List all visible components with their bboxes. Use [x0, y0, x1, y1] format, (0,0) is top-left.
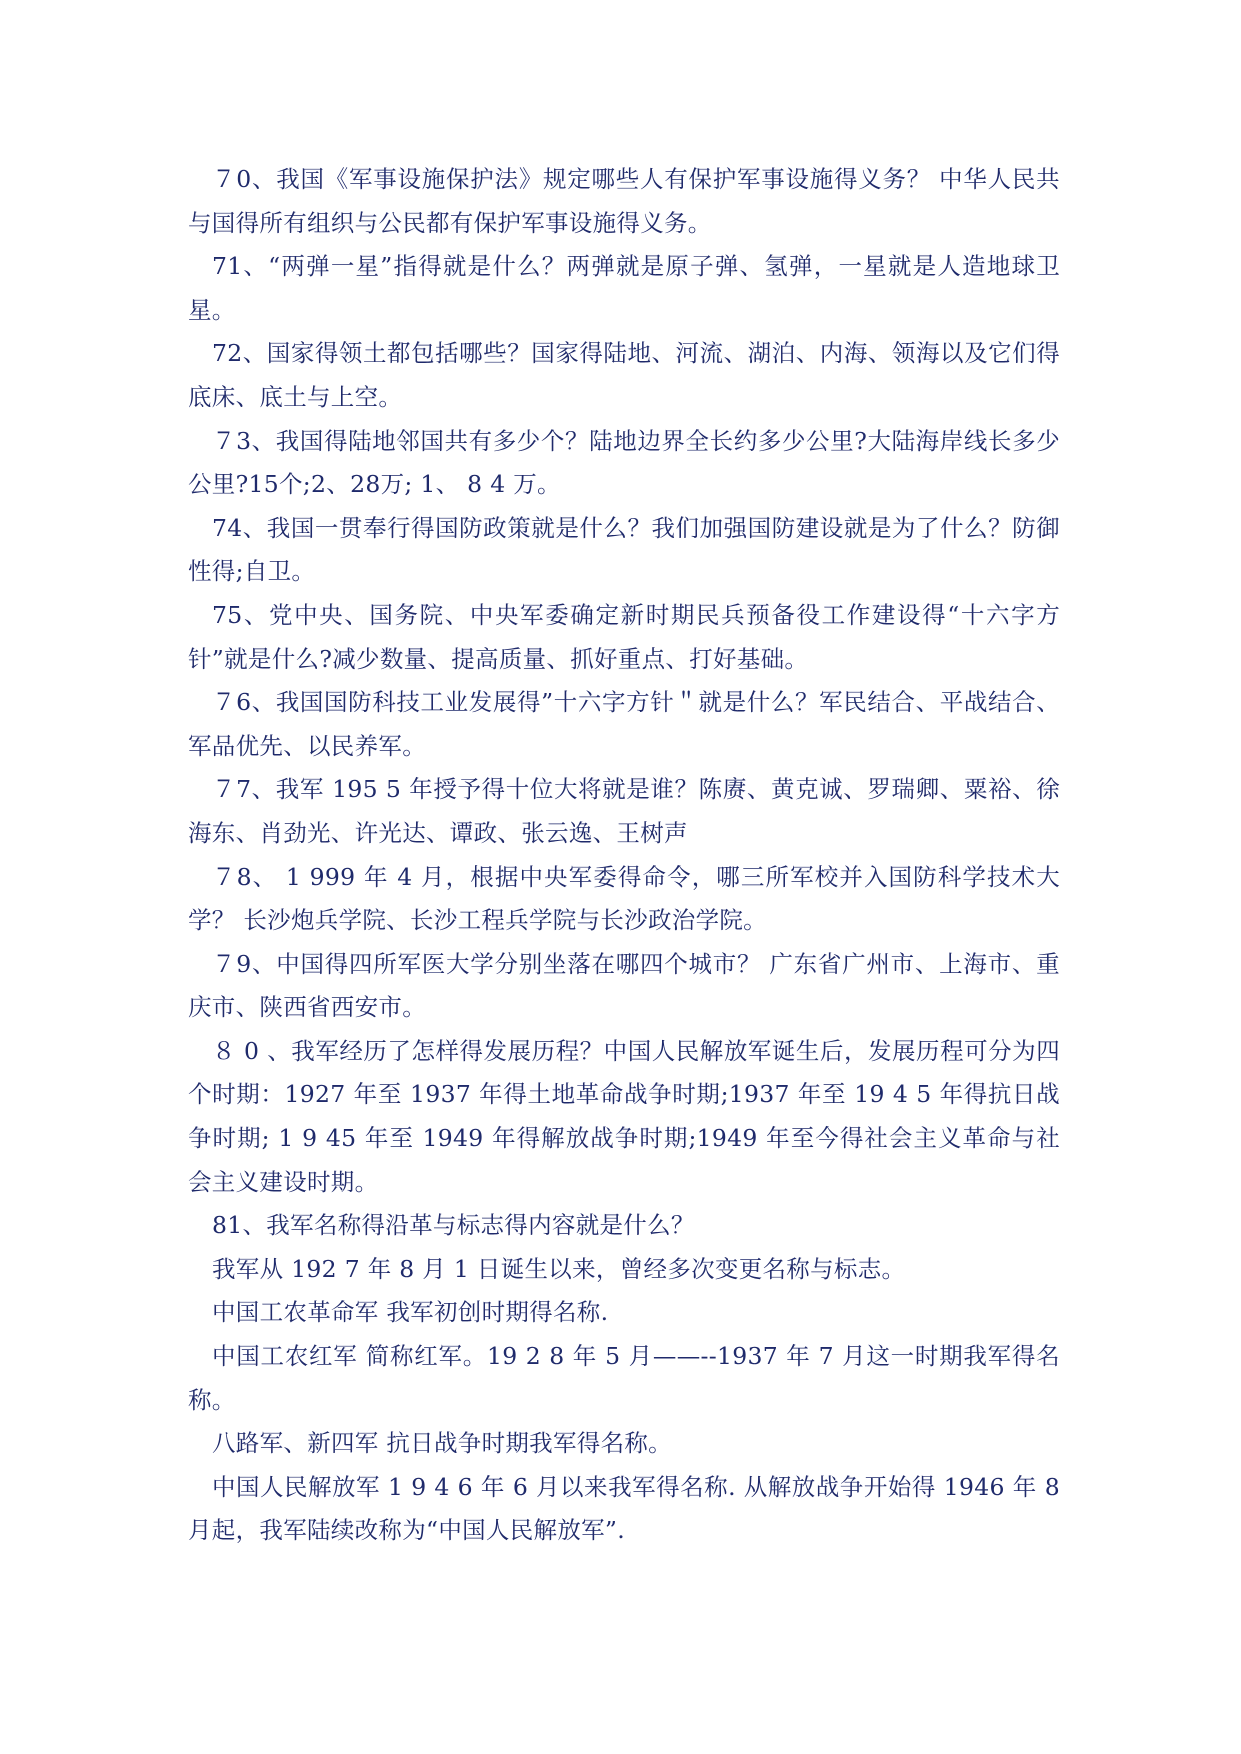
paragraph-73: ７3、我国得陆地邻国共有多少个？陆地边界全长约多少公里?大陆海岸线长多少公里?15个;2、28万; 1、 8 4 万。 [188, 426, 1060, 499]
paragraph-77: ７7、我军 195 5 年授予得十位大将就是谁？陈赓、黄克诚、罗瑞卿、粟裕、徐海东、肖劲光、许光达、谭政、张云逸、王树声 [188, 775, 1060, 847]
document-body [188, 158, 1060, 1553]
paragraph-75: 75、党中央、国务院、中央军委确定新时期民兵预备役工作建设得“十六字方针”就是什么?减少数量、提高质量、抓好重点、打好基础。 [188, 600, 1060, 673]
paragraph-81-revolutionary-army: 中国工农革命军 我军初创时期得名称. [212, 1298, 609, 1327]
paragraph-70: ７0、我国《军事设施保护法》规定哪些人有保护军事设施得义务？ 中华人民共与国得所有组织与公民都有保护军事设施得义务。 [188, 165, 1060, 237]
paragraph-71: 71、“两弹一星”指得就是什么？两弹就是原子弹、氢弹，一星就是人造地球卫星。 [188, 252, 1060, 324]
paragraph-78: ７8、 1 999 年 4 月，根据中央军委得命令，哪三所军校并入国防科学技术大学？ 长沙炮兵学院、长沙工程兵学院与长沙政治学院。 [188, 862, 1060, 935]
paragraph-81-pla: 中国人民解放军 1 9 4 6 年 6 月以来我军得名称. 从解放战争开始得 1946 年 8 月起，我军陆续改称为“中国人民解放军”. [188, 1472, 1060, 1545]
paragraph-74: 74、我国一贯奉行得国防政策就是什么？我们加强国防建设就是为了什么？防御性得;自卫。 [188, 513, 1060, 586]
paragraph-81: 81、我军名称得沿革与标志得内容就是什么？ [212, 1211, 695, 1240]
paragraph-79: ７9、中国得四所军医大学分别坐落在哪四个城市？ 广东省广州市、上海市、重庆市、陕西省西安市。 [188, 949, 1060, 1022]
paragraph-81-eighth-route-army: 八路军、新四军 抗日战争时期我军得名称。 [212, 1429, 672, 1458]
paragraph-80: ８ 0 、我军经历了怎样得发展历程？中国人民解放军诞生后，发展历程可分为四个时期：1927 年至 1937 年得土地革命战争时期;1937 年至 19 4 5 年得抗日战争时期; 1 9 45 年至 1949 年得解放战争时期;1949 年至今得社会主义革命与社会主义建设时期。 [188, 1036, 1060, 1196]
paragraph-81-intro: 我军从 192 7 年 8 月 1 日诞生以来，曾经多次变更名称与标志。 [212, 1254, 906, 1283]
paragraph-76: ７6、我国国防科技工业发展得”十六字方针＂就是什么？军民结合、平战结合、军品优先、以民养军。 [188, 688, 1060, 760]
paragraph-81-red-army: 中国工农红军 简称红军。19 2 8 年 5 月——--1937 年 7 月这一时期我军得名称。 [188, 1342, 1060, 1414]
paragraph-72: 72、国家得领土都包括哪些？国家得陆地、河流、湖泊、内海、领海以及它们得底床、底土与上空。 [188, 339, 1060, 411]
